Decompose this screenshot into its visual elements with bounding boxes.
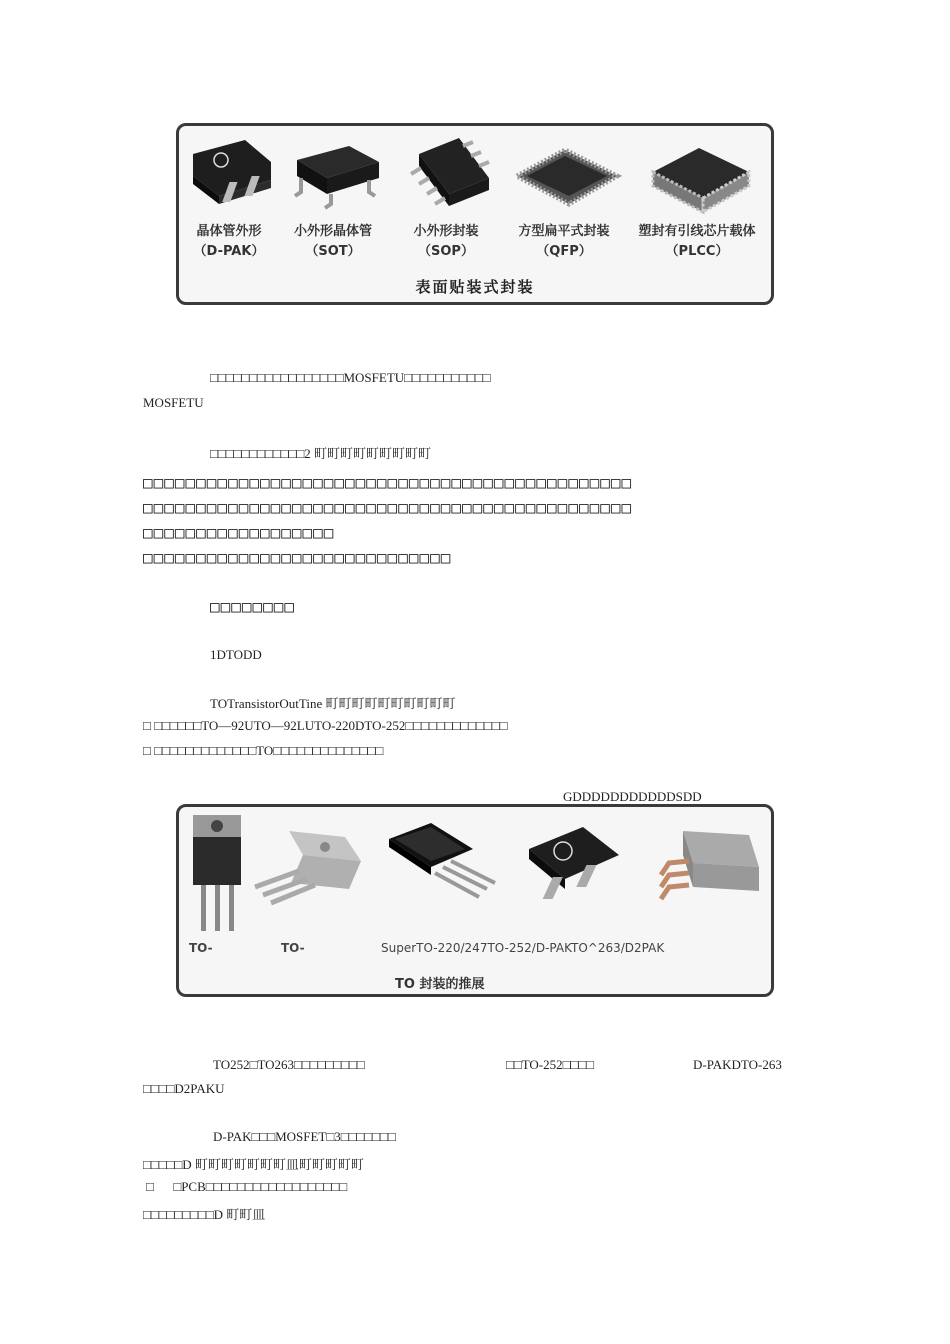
paragraph-3-line-4: □□□□□□□□□□□□□□□□□□□□□□□□□□□□□ [143, 548, 452, 567]
d2pak-package-image [649, 821, 764, 911]
paragraph-3-line-2: □□□□□□□□□□□□□□□□□□□□□□□□□□□□□□□□□□□□□□□□□□□□□□ [143, 498, 633, 517]
surface-mount-figure [176, 123, 774, 305]
dpak-package-image [185, 134, 277, 219]
paragraph-3-line-3: □□□□□□□□□□□□□□□□□□ [143, 523, 335, 542]
to-package-figure [176, 804, 774, 997]
dpak-to252-package-image [519, 821, 629, 911]
paragraph-5-part-3: D-PAKDTO-263 [693, 1057, 782, 1072]
package-label-qfp: 方型扁平式封装 （QFP） [518, 224, 610, 259]
figure2-label-to220: TO- [281, 941, 305, 955]
paragraph-6-line-2: □□□□□D 町町町町町町町皿町町町町町 [143, 1157, 364, 1172]
paragraph-3-line-1: □□□□□□□□□□□□□□□□□□□□□□□□□□□□□□□□□□□□□□□□□□□□□□ [143, 473, 633, 492]
subsection-heading: 1DTODD [210, 647, 262, 662]
package-label-sop: 小外形封装 （SOP） [413, 224, 479, 259]
plcc-package-image [645, 142, 755, 220]
paragraph-4-line-1: TOTransistorOutTine 町町町町町町町町町町 [210, 696, 456, 711]
figure2-top-note: GDDDDDDDDDDDSDD [563, 789, 702, 804]
paragraph-6-line-1: D-PAK□□□MOSFET□3□□□□□□□ [213, 1129, 396, 1144]
figure2-caption: TO 封装的推展 [395, 977, 485, 992]
paragraph-5-part-2: □□TO-252□□□□ [506, 1057, 595, 1072]
paragraph-6-line-4: □□□□□□□□□D 町町皿 [143, 1207, 266, 1222]
superto220-package-image [383, 819, 503, 909]
package-label-dpak: 晶体管外形 （D-PAK） [193, 224, 265, 259]
sot-package-image [287, 138, 387, 218]
to220-package-image [249, 827, 369, 907]
figure2-label-list: SuperTO-220/247TO-252/D-PAKTO^263/D2PAK [381, 941, 665, 955]
qfp-package-image [509, 146, 624, 216]
package-label-sot: 小外形晶体管 （SOT） [293, 224, 372, 259]
paragraph-4-line-2: □ □□□□□□TO—92UTO—92LUTO-220DTO-252□□□□□□□□□□□□□ [143, 718, 508, 733]
paragraph-5-line-2: □□□□D2PAKU [143, 1081, 225, 1096]
to247-package-image [187, 815, 247, 935]
paragraph-5-part-1: TO252□TO263□□□□□□□□□ [213, 1057, 365, 1072]
paragraph-1-line-2: MOSFETU [143, 395, 204, 410]
paragraph-2: □□□□□□□□□□□□2 町町町町町町町町町 [210, 446, 431, 461]
section-heading: □□□□□□□□ [210, 597, 296, 616]
paragraph-6-line-3: □ □PCB□□□□□□□□□□□□□□□□□□ [146, 1179, 348, 1194]
figure1-caption: 表面贴装式封装 [415, 278, 535, 296]
package-label-plcc: 塑封有引线芯片载体 （PLCC） [638, 224, 756, 259]
figure2-label-to247: TO- [189, 941, 213, 955]
paragraph-1-line-1: □□□□□□□□□□□□□□□□□MOSFETU□□□□□□□□□□□ [210, 370, 491, 385]
paragraph-4-line-3: □ □□□□□□□□□□□□□TO□□□□□□□□□□□□□□ [143, 743, 384, 758]
sop-package-image [397, 132, 492, 222]
